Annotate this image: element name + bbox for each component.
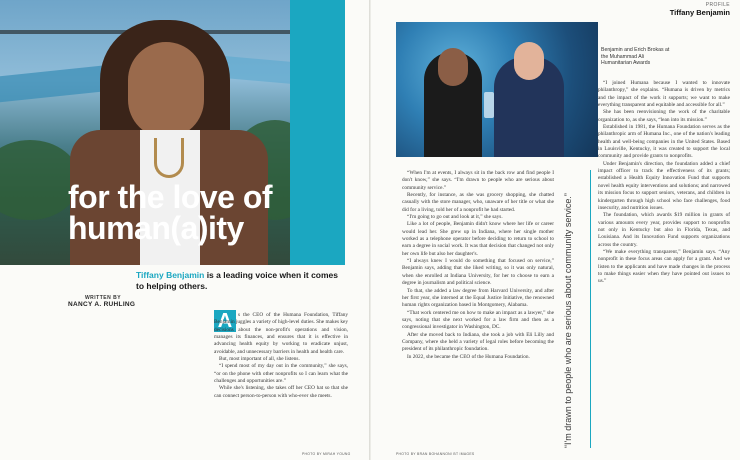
running-header — [670, 2, 730, 17]
body-paragraph: While she's listening, she takes off her CEO hat so that she can connect person-to-person with who-ever she meets. — [214, 385, 348, 399]
deck — [136, 270, 346, 292]
pullquote: “I'm drawn to people who are serious about community service.” — [563, 193, 573, 448]
byline-author: NANCY A. RUHLING — [68, 301, 136, 308]
drop-cap: A — [214, 310, 236, 332]
byline — [68, 295, 138, 308]
headline — [68, 179, 358, 246]
body-paragraph: But, most important of all, she listens. — [219, 356, 300, 363]
body-column-2 — [402, 170, 554, 361]
headline-line: human(a)ity — [68, 210, 244, 246]
photo-credit: PHOTO BY BRAN BOHANNON/ BT IMAGES — [396, 452, 475, 456]
body-paragraph: “We make everything transparent,” Benjamin says. “Any nonprofit in these focus areas can apply for a grant. And we listen to the applicants and have made changes in the process to make things easier when they have pointed out issues to us.” — [598, 248, 730, 285]
header-subject: Tiffany Benjamin — [669, 8, 730, 17]
section-label: PROFILE — [705, 2, 730, 8]
page-gutter — [369, 0, 371, 460]
photo-caption: Benjamin and Erich Brokas at the Muhammad Ali Humanitarian Awards — [601, 47, 670, 67]
body-column-1 — [214, 312, 348, 400]
portrait-face — [128, 42, 204, 138]
body-paragraph: “I always knew I would do something that focused on service,” Benjamin says, adding that she liked writing, so it was only natural, when she enrolled at Indiana University, for her to choose to earn a degree in journalism and political science. — [402, 258, 554, 287]
body-paragraph: After she moved back to Indiana, she took a job with Eli Lilly and Company, where she held a variety of legal roles before becoming the president of its philanthropic foundation. — [402, 331, 554, 353]
portrait-necklace — [154, 138, 184, 178]
award-photo — [396, 22, 598, 157]
body-paragraph: She has been reenvisioning the work of the charitable organization to, as she says, “lean into its mission.” — [598, 109, 730, 123]
photo-face — [514, 42, 544, 80]
body-column-3 — [598, 80, 730, 286]
body-paragraph: “I'm going to go out and look at it,” she says. — [407, 214, 503, 221]
body-paragraph: Recently, for instance, as she was grocery shopping, she chatted casually with the store manager, who, unaware of her title or what she did for a living, told her of a nonprofit he had started. — [402, 192, 554, 213]
body-paragraph: “I spend most of my day out in the community,” she says, “or on the phone with other nonprofits so I can learn what the challenges and opportunities are.” — [214, 363, 348, 385]
deck-name: Tiffany Benjamin — [136, 270, 205, 280]
body-paragraph: s the CEO of the Humana Foundation, Tiffany Benjamin juggles a variety of high-level duties. She makes key decisions about the non-profit's operations and vision, manages its finances, and ensures that it is effective in advancing health equity by working to eradicate unjust, avoidable, and unnecessary barriers in health and health care. — [214, 312, 348, 355]
body-paragraph: To that, she added a law degree from Harvard University, and after her first year, she interned at the Equal Justice Initiative, the renowned human rights organization based in Montgomery, Alabama. — [402, 287, 554, 309]
award-trophy — [484, 92, 494, 118]
body-paragraph: Like a lot of people, Benjamin didn't know where her life or career would lead her. She grew up in Indiana, where her single mother worked as a telephone operator before deciding to return to school to earn a degree in social work. It was that decision that changed not only her own life but also her daughter's. — [402, 221, 554, 257]
headline-line: for the love of — [68, 179, 273, 215]
deck-text: is a leading voice when it comes to helping others. — [136, 270, 339, 291]
body-paragraph: Established in 1981, the Humana Foundation serves as the philanthropic arm of Humana Inc., one of the nation's leading health and well-being companies in the United States. Based in Louisville, Kentucky, it was created to support the local community and provide grants to nonprofits. — [598, 124, 730, 160]
body-paragraph: Under Benjamin's direction, the foundation added a chief impact officer to track the effectiveness of its grants; established a Health Equity Innovation Fund that supports novel health equity interventions and solutions; and narrowed its mission focus to support seniors, veterans, and children in kindergarten through high school who face challenges, food insecurity, and nutrition issues. — [598, 160, 730, 211]
body-paragraph: In 2022, she became the CEO of the Humana Foundation. — [407, 353, 530, 360]
body-paragraph: “That work centered me on how to make an impact as a lawyer,” she says, noting that she next worked for a law firm and then as a congressional investigator in Washington, DC. — [402, 309, 554, 331]
byline-label: WRITTEN BY — [84, 295, 122, 301]
photo-face — [438, 48, 468, 86]
body-paragraph: The foundation, which awards $19 million in grants of various amounts every year, provides support to nonprofits not only in Kentucky but also in Florida, Texas, and Louisiana. And its Innovation Fund supports organizations across the country. — [598, 212, 730, 248]
body-paragraph: “When I'm at events, I always sit in the back row and find people I don't know,” she says. “I'm drawn to people who are serious about community service.” — [402, 170, 554, 191]
body-paragraph: “I joined Humana because I wanted to innovate philanthropy,” she explains. “Humana is driven by metrics and the impact of the work it supports; we want to make everything transparent and equitable and accessible for all.” — [598, 80, 730, 109]
photo-credit: PHOTO BY MIRAH YOUNG — [302, 452, 351, 456]
pullquote-rule — [590, 170, 591, 448]
